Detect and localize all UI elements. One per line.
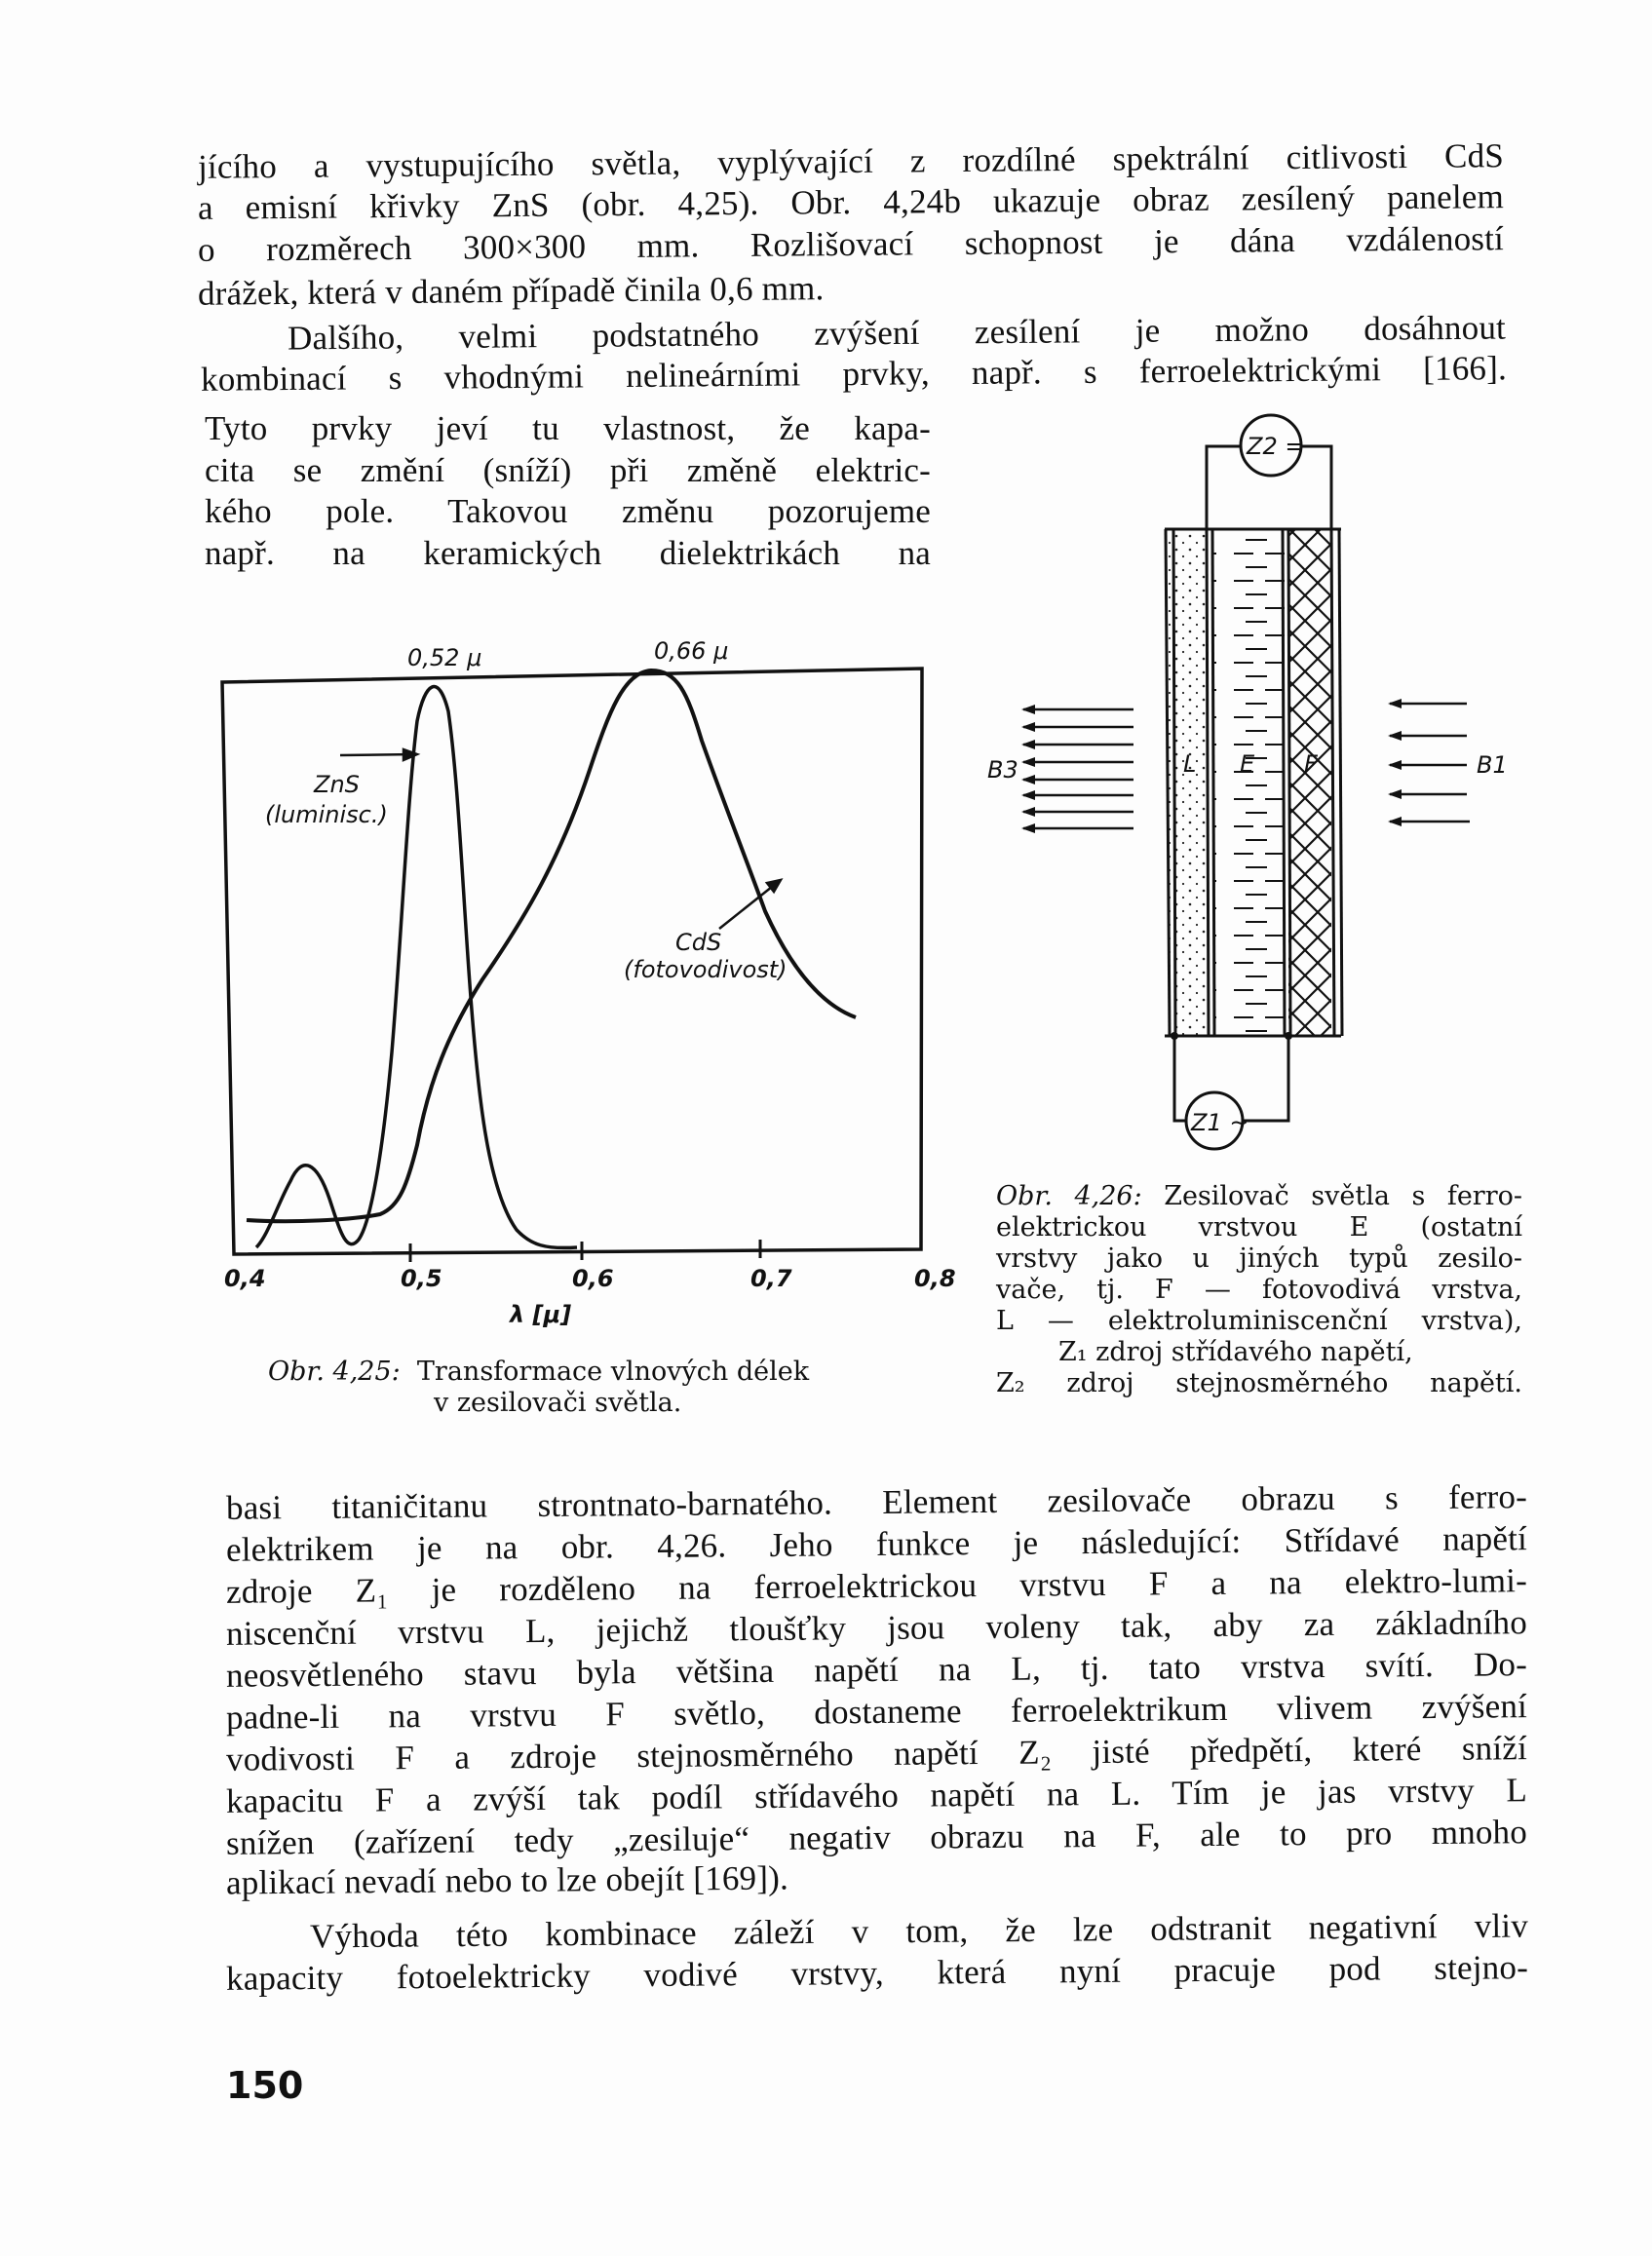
text-line: kapacitu F a zvýší tak podíl střídavého napětí na L. Tím je jas vrstvy L [225, 1771, 1528, 1820]
peak-label-zns: 0,52 μ [407, 644, 482, 671]
text-line: kého pole. Takovou změnu pozorujeme [205, 492, 931, 530]
zns-sublabel: (luminisc.) [265, 801, 388, 828]
x-tick-0-7: 0,7 [750, 1265, 792, 1292]
text-line: Tyto prvky jeví tu vlastnost, že kapa- [205, 409, 931, 447]
text-line: snížen (zařízení tedy „zesiluje“ negativ obrazu na F, ale to pro mnoho [225, 1813, 1528, 1862]
text-line: vodivosti F a zdroje stejnosměrného napětí Z₂ jisté předpětí, které sníží [225, 1729, 1528, 1778]
text-line: drážek, která v daném případě činila 0,6 mm. [197, 269, 825, 313]
text-line: kapacity fotoelektricky vodivé vrstvy, která nyní pracuje pod stejno- [225, 1948, 1529, 1998]
x-tick-0-6: 0,6 [572, 1265, 614, 1292]
x-axis-label: λ [μ] [510, 1301, 572, 1328]
text-line: např. na keramických dielektrikách na [205, 534, 931, 572]
text-line: Výhoda této kombinace záleží v tom, že lze odstranit negativní vliv [309, 1906, 1529, 1956]
x-tick-0-5: 0,5 [401, 1265, 442, 1292]
page-number: 150 [226, 2064, 304, 2107]
text-line: o rozměrech 300×300 mm. Rozlišovací schopnost je dána vzdáleností [197, 219, 1505, 269]
cds-sublabel: (fotovodivost) [624, 956, 788, 983]
caption-line: Z₂ zdroj stejnosměrného napětí. [996, 1368, 1522, 1398]
layer-stack [1165, 529, 1342, 1036]
text-line: a emisní křivky ZnS (obr. 4,25). Obr. 4,24b ukazuje obraz zesílený panelem [197, 177, 1505, 227]
layer-e-label: E [1240, 750, 1255, 778]
caption-line: Obr. 4,26: Zesilovač světla s ferro- [996, 1181, 1522, 1211]
layer-e [1213, 529, 1287, 1036]
b1-light-arrows [1388, 699, 1470, 826]
figure-4-25-caption-line2: v zesilovači světla. [434, 1388, 682, 1418]
b3-label: B3 [987, 756, 1018, 784]
text-line: Dalšího, velmi podstatného zvýšení zesílení je možno dosáhnout [287, 308, 1507, 358]
layer-f-label: F [1304, 750, 1318, 778]
layer-l-label: L [1183, 750, 1197, 778]
caption-line: Z₁ zdroj střídavého napětí, [1058, 1337, 1413, 1367]
text-line: basi titaničitanu strontnato-barnatého. Element zesilovače obrazu s ferro- [225, 1477, 1528, 1527]
caption-line: vače, tj. F — fotovodivá vrstva, [996, 1275, 1522, 1305]
caption-line: L — elektroluminiscenční vrstva), [996, 1306, 1522, 1336]
text-line: neosvětleného stavu byla většina napětí na L, tj. tato vrstva svítí. Do- [225, 1645, 1528, 1695]
caption-label: Obr. 4,25: [268, 1357, 401, 1387]
text-line: niscenční vrstvu L, jejichž tloušťky jsou voleny tak, aby za základního [225, 1603, 1528, 1653]
peak-label-cds: 0,66 μ [654, 637, 729, 665]
text-line: zdroje Z₁ je rozděleno na ferroelektrickou vrstvu F a na elektro-lumi- [225, 1561, 1528, 1611]
text-line: padne-li na vrstvu F světlo, dostaneme ferroelektrikum vlivem zvýšení [225, 1687, 1528, 1737]
layer-l [1165, 529, 1207, 1036]
text-line: kombinací s vhodnými nelineárními prvky, např. s ferroelektrickými [166]. [200, 349, 1508, 399]
caption-line: elektrickou vrstvou E (ostatní [996, 1212, 1522, 1243]
text-line: aplikací nevadí nebo to lze obejít [169]). [225, 1858, 789, 1902]
b3-light-arrows [1021, 705, 1133, 833]
text-line: cita se změní (sníží) při změně elektric- [205, 451, 931, 489]
z1-source-label: Z1 ~ [1191, 1109, 1249, 1136]
z2-source-label: Z2 = [1247, 433, 1305, 460]
caption-label: Obr. 4,26: [996, 1181, 1142, 1211]
x-tick-0-8: 0,8 [914, 1265, 956, 1292]
zns-label: ZnS [314, 771, 360, 798]
cds-label: CdS [675, 929, 722, 956]
text-line: jícího a vystupujícího světla, vyplývající z rozdílné spektrální citlivosti CdS [197, 136, 1505, 186]
layer-f [1288, 529, 1331, 1036]
x-tick-0-4: 0,4 [224, 1265, 266, 1292]
text-line: elektrikem je na obr. 4,26. Jeho funkce je následující: Střídavé napětí [225, 1519, 1528, 1569]
b1-label: B1 [1477, 751, 1508, 779]
caption-text: Transformace vlnových délek [416, 1357, 810, 1387]
caption-line: vrstvy jako u jiných typů zesilo- [996, 1243, 1522, 1274]
